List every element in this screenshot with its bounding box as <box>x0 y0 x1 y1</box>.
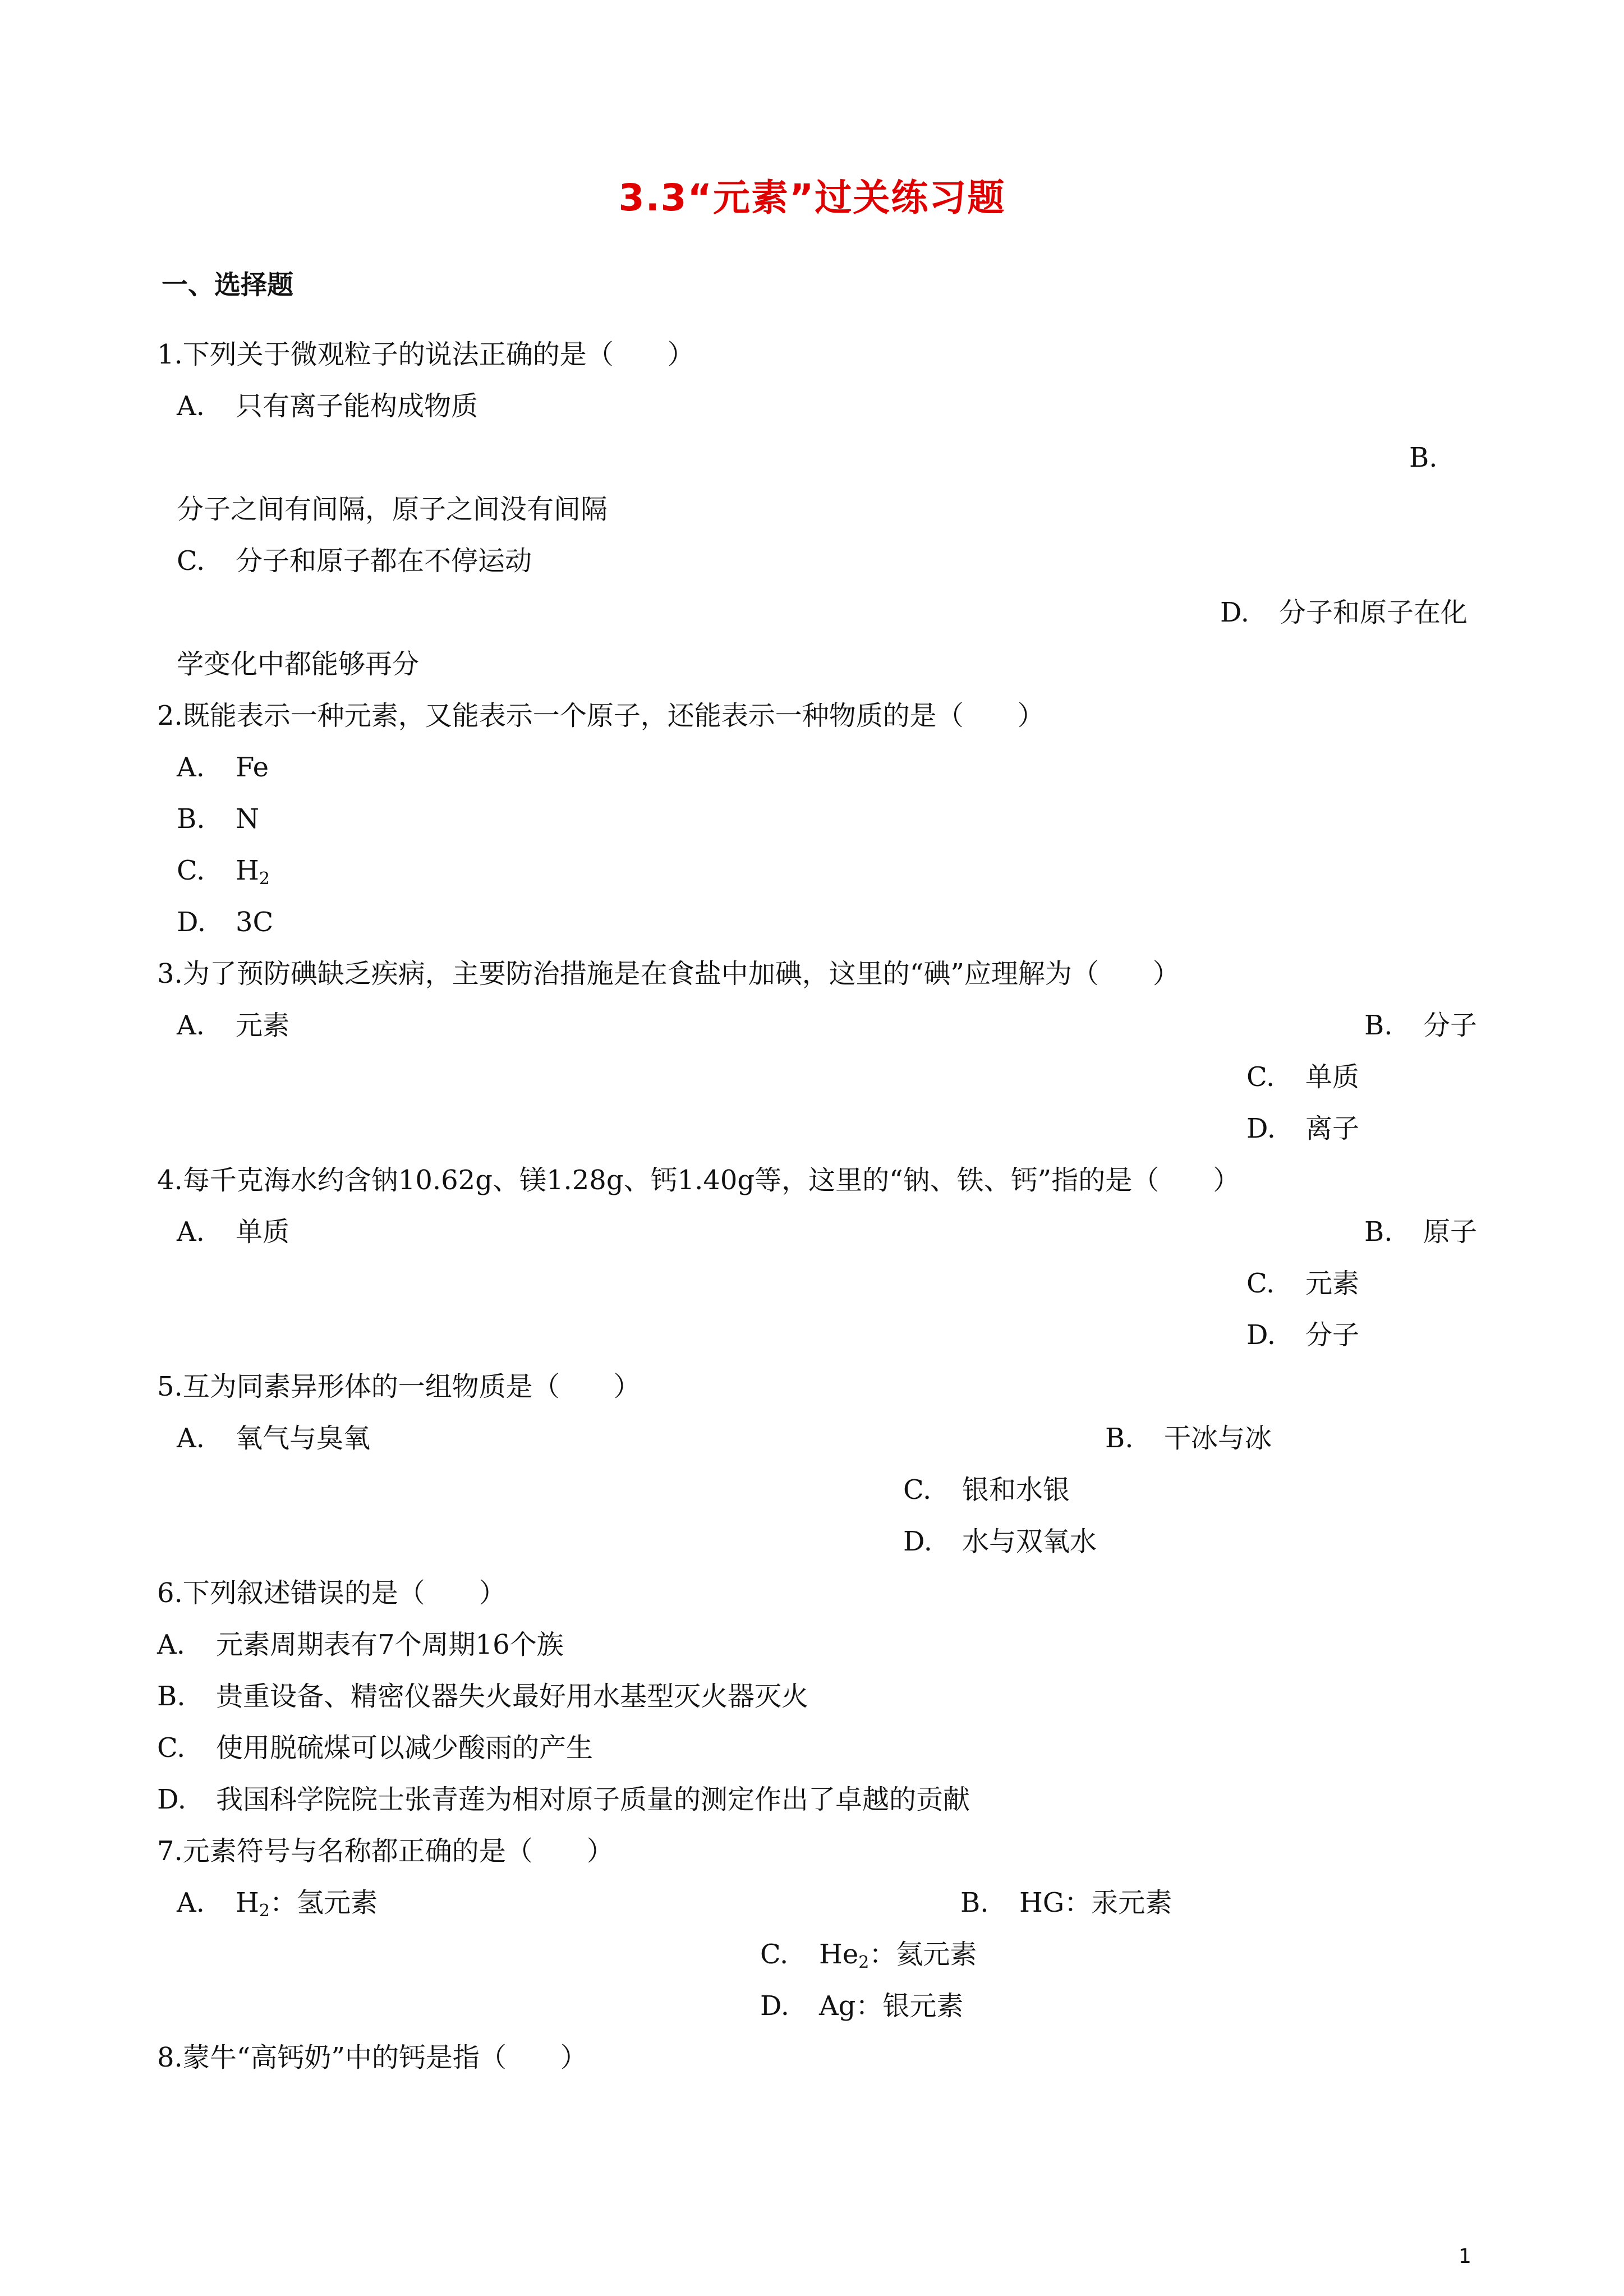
option-text: 元素 <box>1305 1268 1360 1299</box>
option-text: 3C <box>236 907 274 938</box>
question-4-option-c <box>1246 1270 1359 1297</box>
subscript: 2 <box>259 869 270 889</box>
option-text: 贵重设备、精密仪器失火最好用水基型灭火器灭火 <box>216 1681 809 1712</box>
option-label: C. <box>177 855 205 886</box>
option-label: D. <box>903 1526 933 1557</box>
option-label: C. <box>177 545 205 577</box>
question-2-option-a <box>177 754 269 781</box>
question-5-option-d <box>903 1528 1097 1555</box>
option-text: 分子 <box>1305 1319 1360 1351</box>
option-text: 干冰与冰 <box>1164 1423 1272 1454</box>
option-text: 只有离子能构成物质 <box>236 390 479 422</box>
question-6-option-a <box>157 1631 564 1658</box>
option-label: D. <box>1246 1113 1276 1144</box>
element-symbol: H <box>236 1887 259 1918</box>
option-text: 单质 <box>236 1216 290 1248</box>
question-3-option-a <box>177 1012 289 1039</box>
option-label: A. <box>177 1010 205 1041</box>
question-5-option-a <box>177 1425 370 1452</box>
option-text: 分子和原子在化 <box>1279 597 1468 628</box>
option-label: B. <box>177 803 205 835</box>
question-3-option-b <box>1364 1012 1477 1039</box>
question-5-option-c <box>903 1474 1070 1506</box>
question-7-option-b <box>960 1889 1172 1916</box>
option-label: A. <box>157 1629 185 1660</box>
option-label: B. <box>1105 1423 1134 1454</box>
question-5-stem: 5.互为同素异形体的一组物质是（ ） <box>157 1371 641 1402</box>
option-text: 银和水银 <box>962 1474 1070 1506</box>
page-number: 1 <box>1459 2245 1471 2268</box>
question-1-stem: 1.下列关于微观粒子的说法正确的是（ ） <box>157 339 694 370</box>
question-7-stem: 7.元素符号与名称都正确的是（ ） <box>157 1835 614 1867</box>
question-1-option-b-label: B. <box>1409 442 1438 473</box>
option-label: A. <box>177 1423 205 1454</box>
question-6-option-c <box>157 1732 594 1764</box>
option-text: Fe <box>236 752 269 783</box>
question-7-option-c <box>760 1941 977 1971</box>
question-4-option-a <box>177 1216 290 1248</box>
option-label: D. <box>177 907 206 938</box>
question-2-option-d <box>177 909 273 936</box>
option-label: D. <box>157 1784 187 1815</box>
question-8-stem: 8.蒙牛“高钙奶”中的钙是指（ ） <box>157 2042 587 2073</box>
question-7-option-a <box>177 1889 378 1920</box>
option-text: 原子 <box>1423 1216 1478 1248</box>
option-label: C. <box>760 1939 789 1970</box>
question-6-option-b <box>157 1683 808 1710</box>
option-text: 单质 <box>1305 1061 1360 1093</box>
option-label: D. <box>1246 1319 1276 1351</box>
option-label: B. <box>1364 1010 1393 1041</box>
option-label: C. <box>1246 1061 1275 1093</box>
option-text: 分子和原子都在不停运动 <box>236 545 532 577</box>
question-6-stem: 6.下列叙述错误的是（ ） <box>157 1577 506 1609</box>
question-2-option-c <box>177 857 270 887</box>
question-6-option-d <box>157 1786 970 1813</box>
question-4-option-d <box>1246 1319 1360 1351</box>
option-text: Ag：银元素 <box>819 1990 964 2022</box>
option-label: D. <box>760 1990 790 2022</box>
question-3-option-c <box>1246 1061 1360 1093</box>
option-text: N <box>236 803 259 835</box>
subscript: 2 <box>858 1953 869 1972</box>
option-label: C. <box>157 1732 186 1764</box>
option-text: 离子 <box>1305 1113 1360 1144</box>
option-label: A. <box>177 390 205 422</box>
question-5-option-b <box>1105 1425 1272 1452</box>
question-2-stem: 2.既能表示一种元素，又能表示一个原子，还能表示一种物质的是（ ） <box>157 700 1045 731</box>
question-1-option-b-text: 分子之间有间隔，原子之间没有间隔 <box>177 494 608 525</box>
option-label: A. <box>177 1887 205 1918</box>
option-label: B. <box>960 1887 989 1918</box>
option-text: 元素周期表有7个周期16个族 <box>216 1629 564 1660</box>
question-1-option-d <box>1220 599 1467 626</box>
option-text: 使用脱硫煤可以减少酸雨的产生 <box>216 1732 594 1764</box>
subscript: 2 <box>259 1901 270 1921</box>
option-label: B. <box>1364 1216 1393 1248</box>
element-symbol: He <box>819 1939 859 1970</box>
question-1-option-a <box>177 390 479 422</box>
option-text: 水与双氧水 <box>962 1526 1097 1557</box>
question-4-option-b <box>1364 1216 1478 1248</box>
option-text: H <box>236 855 259 886</box>
page-title: 3.3“元素”过关练习题 <box>618 176 1006 219</box>
option-label: C. <box>903 1474 932 1506</box>
option-text: 元素 <box>236 1010 290 1041</box>
element-name: ：氢元素 <box>269 1887 378 1918</box>
option-label: A. <box>177 1216 205 1248</box>
element-name: ：氦元素 <box>869 1939 977 1970</box>
option-label: C. <box>1246 1268 1275 1299</box>
question-1-option-d-continued: 学变化中都能够再分 <box>177 648 420 680</box>
question-1-option-c <box>177 545 532 577</box>
section-heading: 一、选择题 <box>162 270 293 301</box>
question-3-stem: 3.为了预防碘缺乏疾病，主要防治措施是在食盐中加碘，这里的“碘”应理解为（ ） <box>157 958 1180 990</box>
option-label: B. <box>157 1681 186 1712</box>
option-label: A. <box>177 752 205 783</box>
option-label: D. <box>1220 597 1250 628</box>
option-text: 分子 <box>1423 1010 1478 1041</box>
option-text: 氧气与臭氧 <box>236 1423 371 1454</box>
question-2-option-b <box>177 803 259 835</box>
question-7-option-d <box>760 1990 964 2022</box>
question-3-option-d <box>1246 1115 1359 1142</box>
option-text: 我国科学院院士张青莲为相对原子质量的测定作出了卓越的贡献 <box>216 1784 970 1815</box>
question-4-stem: 4.每千克海水约含钠10.62g、镁1.28g、钙1.40g等，这里的“钠、铁、钙”指的是（ ） <box>157 1165 1240 1196</box>
option-text: HG：汞元素 <box>1019 1887 1172 1918</box>
